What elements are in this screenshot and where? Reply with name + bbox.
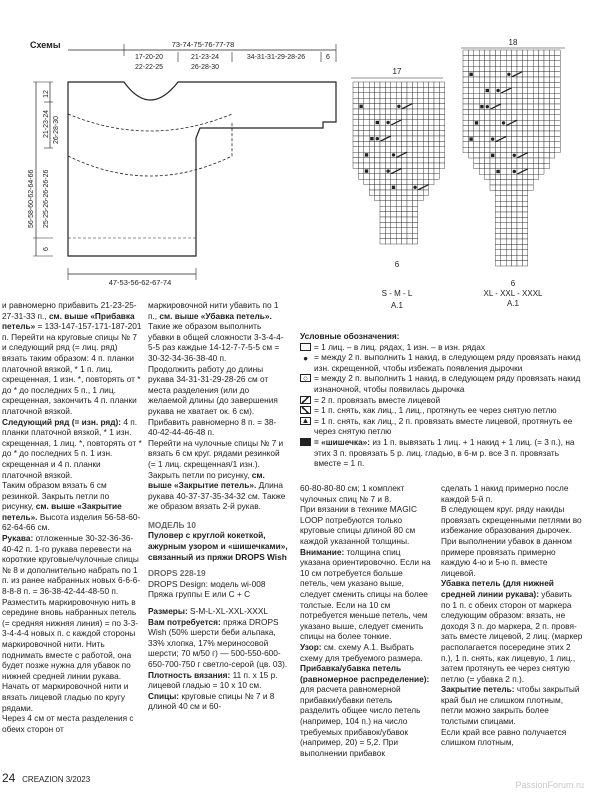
chart-left-width: 17 bbox=[392, 67, 402, 76]
model-header: МОДЕЛЬ 10 bbox=[148, 519, 197, 530]
knit-stitch-icon bbox=[300, 343, 311, 351]
chart-right-sizes: XL - XXL - XXXL bbox=[483, 289, 543, 298]
sweater-schematic bbox=[0, 28, 345, 290]
chart-a1-small-grid bbox=[345, 60, 453, 320]
dim-bottom-width: 47-53-56-62-67-74 bbox=[108, 278, 172, 287]
dim-hem: 6 bbox=[43, 247, 50, 251]
dim-neck: 17-20-20 bbox=[134, 54, 164, 61]
magazine-name: CREAZION 3/2023 bbox=[22, 775, 91, 784]
svg-text:26-28-30: 26-28-30 bbox=[53, 115, 60, 144]
chart-right-width: 18 bbox=[508, 38, 518, 47]
bobble-icon bbox=[300, 438, 311, 446]
dim-shoulder: 21-23-24 bbox=[190, 54, 220, 61]
chart-right-name: A.1 bbox=[506, 299, 520, 308]
model-title: Пуловер с круглой кокеткой, ажурным узором и «шишечками», связанный из пряжи DROPS Wish bbox=[148, 530, 288, 562]
k2tog-icon bbox=[300, 396, 311, 404]
text-column-2: маркировочной нити убавить по 1 п., см. выше «Убавка петель». Такие же образом выполнить убавки в общей сложности 3-3-4-4-5-5 раз каждые 14-12-7-7-5-5 см = 30-32-34-36-38-40 п. Продолжить работу до длины рукава 34-31-31-29-28-26 см от места разделения (или до желаемой длины (до завершения рукава не хватает ок. 6 см). Прибавить равномерно 8 п. = 38-40-42-44-46-48 п. Перейти на чулочные спицы № 7 и вязать 6 см круг. рядами резинкой (= 1 лиц. скрещенная/1 изн.). Закрыть петли по рисунку, см. выше «Закрытие петель». Длина рукава 40-37-37-35-34-32 см. Также же образом вязать 2-й рукав. МОДЕЛЬ 10 Пуловер с круглой кокеткой, ажурным узором и «шишечками», связанный из пряжи DROPS Wish DROPS 228-19 DROPS Design: модель wi-008 Пряжа группы Е или С + С Размеры: S-M-L-XL-XXL-XXXL Вам потребуется: пряжа DROPS Wish (50% шерсти беби альпака, 33% хлопка, 17% мериносовой шерсти; 70 м/50 г) — 500-550-600-650-700-750 г светло-серой (цв. 03). Плотность вязания: 11 п. х 15 р. лицевой гладью = 10 х 10 см. Спицы: круговые спицы № 7 и 8 длиной 40 см и 60- bbox=[148, 300, 288, 712]
text-column-1: и равномерно прибавить 21-23-25-27-31-33 п., см. выше «Прибавка петель» = 133-147-157-171-187-201 п. Перейти на круговые спицы № 7 и следующий ряд (= лиц. ряд) вязать таким образом: 4 п. планки платочной вязкой, * 1 п. лиц. скрещенная, 1 изн. *, повторять от * до * до последних 5 п., 1 лиц. скрещенная, закончить 4 п. планки платочной вязкой. Следующий ряд (= изн. ряд): 4 п. планки платочной вязкой, * 1 изн. скрещенная, 1 лиц. *, повторять от * до * до последних 5 п. 1 изн. скрещенная и 4 п. планки платочной вязкой. Таким образом вязать 6 см резинкой. Закрыть петли по рисунку, см. выше «Закрытие петель». Высота изделия 56-58-60-62-64-66 см. Рукава: отложенные 30-32-36-36-40-42 п. 1-го рукава перевести на короткие круговые/чулочные спицы № 8 и дополнительно набрать по 1 п. из ранее набранных новых 6-6-6-8-8-8 п. = 36-38-42-44-48-50 п. Разместить маркировочную нить в середине вновь набранных петель (= средняя нижняя линия) = по 3-3-3-4-4-4 новых п. с каждой стороны маркировочной нити. Нить поднимать вместе с работой, она будет позже нужна для убавок по нижней средней линии рукава. Начать от маркировочной нити и вязать лицевой гладью по кругу рядами. Через 4 см от места разделения с обеих сторон от bbox=[2, 300, 142, 734]
chart-left-sizes: S - M - L bbox=[381, 289, 413, 298]
ssk-icon bbox=[300, 406, 311, 414]
schematic-title: Схемы bbox=[30, 40, 61, 50]
chart-a1-large bbox=[455, 36, 575, 308]
yarnover-twisted-icon: ● bbox=[302, 353, 308, 364]
svg-text:26-28-30: 26-28-30 bbox=[190, 64, 220, 71]
dim-side-length: 25-25-26-26-26-26 bbox=[43, 169, 50, 228]
page-footer bbox=[2, 771, 90, 785]
chart-a1-large-grid bbox=[455, 36, 575, 308]
chart-legend: Условные обозначения: = 1 лиц. – в лиц. рядах, 1 изн. – в изн. рядах ● = между 2 п. выполнить 1 накид, в следующем ряду провязать накид изн. скрещенной, чтобы избежать появления дырочки ○ = между 2 п. выполнить 1 накид, в следующем ряду провязать накид изнаночной, чтобы появилась дырочка = 2 п. провязать вместе лицевой = 1 п. снять, как лиц., 1 лиц., протянуть ее через снятую петлю ▲ = 1 п. снять, как лиц., 2 п. провязать вместе лицевой, протянуть ее через снятую петлю = «шишечка»: из 1 п. вывязать 1 лиц. + 1 накид + 1 лиц. (= 3 п.), на этих 3 п. провязать 5 р. лиц. гладью, в 6-м р. все 3 п. провязать вместе = 1 п. bbox=[300, 331, 581, 469]
text-column-4: сделать 1 накид примерно после каждой 5-й п. В следующем круг. ряду накиды провязать скрещенными петлями во избежание образования дырочек. При выполнении убавок в данном примере провязать примерно каждую 4-ю и 5-ю п. вместе лицевой. Убавка петель (для нижней средней линии рукава): убавить по 1 п. с обеих сторон от маркера следующим образом: вязать, не доходя 3 п. до маркера, 2 п. провязать вместе лицевой, 2 лиц. (маркер располагается посередине этих 2 п.), 1 п. снять, как лицевую, 1 лиц., затем протянуть ее через снятую петлю (= убавка 2 п.). Закрытие петель: чтобы закрытый край был не слишком плотным, петли можно закрыть более толстыми спицами. Если край все равно получается слишком плотным, bbox=[441, 483, 583, 748]
dim-sleeve: 34-31-31-29-28-26 bbox=[246, 54, 306, 61]
double-decrease-icon: ▲ bbox=[301, 415, 310, 425]
watermark: PassionForum.ru bbox=[515, 780, 584, 790]
page-number: 24 bbox=[2, 771, 16, 785]
dim-total-width: 73-74-75-76-77-78 bbox=[171, 40, 235, 49]
chart-left-bottom-width: 6 bbox=[394, 260, 400, 269]
chart-a1-small bbox=[345, 60, 453, 320]
dim-yoke: 12 bbox=[43, 90, 50, 98]
dim-armhole: 21-23-24 bbox=[43, 109, 50, 138]
chart-right-bottom-width: 6 bbox=[510, 279, 516, 288]
chart-left-name: A.1 bbox=[390, 301, 404, 310]
dim-body-length: 56-58-60-62-64-66 bbox=[28, 169, 35, 228]
dim-cuff: 6 bbox=[326, 54, 330, 61]
schematic-drawing bbox=[0, 28, 345, 290]
yarnover-hole-icon: ○ bbox=[300, 374, 311, 382]
text-column-3: 60-80-80-80 см; 1 комплект чулочных спиц № 7 и 8. При вязании в технике MAGIC LOOP потребуются только круговые спицы длиной 80 см каждой указанной толщины. Внимание: толщина спиц указана ориентировочно. Если на 10 см потребуется больше петель, чем указано выше, следует сменить спицы на более толстые. Если на 10 см потребуется меньше петель, чем указано выше, следует сменить спицы на более тонкие. Узор: см. схему А.1. Выбрать схему для требуемого размера. Прибавка/убавка петель (равномерное распределение): для расчета равномерной прибавки/убавки петель разделить общее число петель (например, 104 п.) на число требуемых прибавок/убавок (например, 20) = 5,2. При выполнении прибавок bbox=[300, 483, 431, 758]
svg-text:22-22-25: 22-22-25 bbox=[134, 64, 164, 71]
